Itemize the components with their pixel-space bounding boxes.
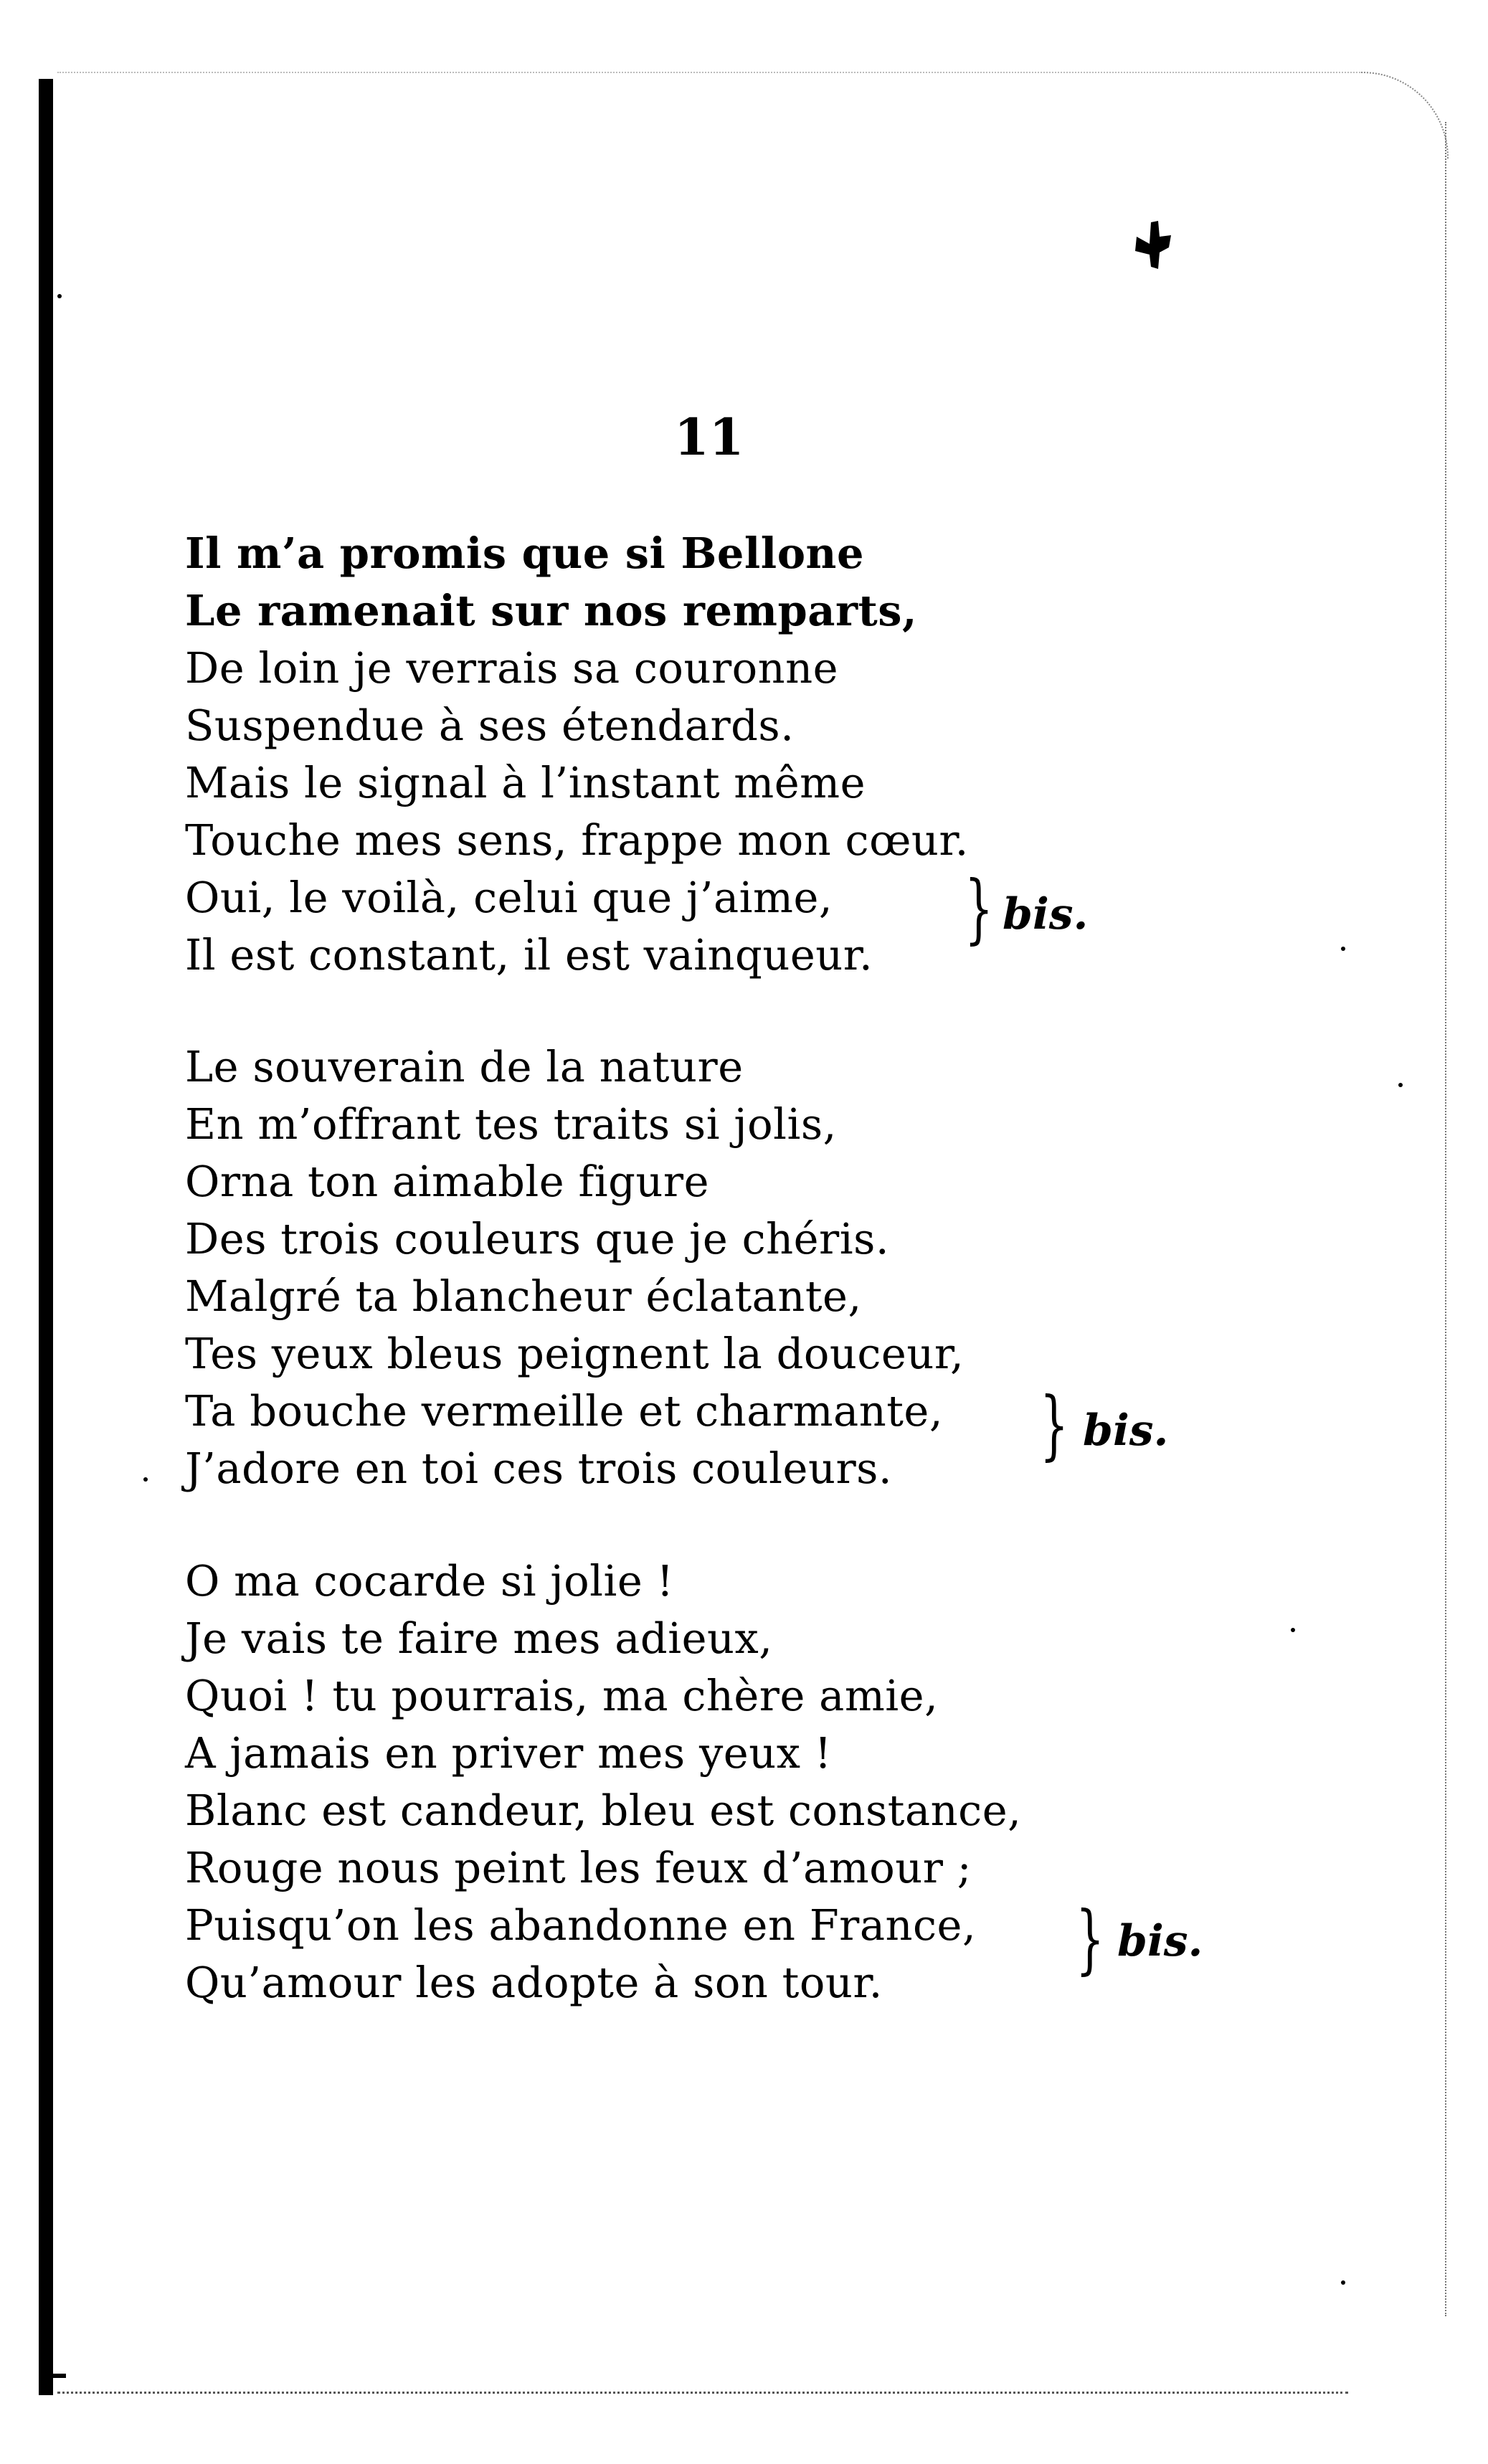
stanza-2: [185, 1038, 964, 1497]
print-speck: [1291, 1628, 1295, 1632]
verse-line: Qu’amour les adopte à son tour.: [185, 1958, 883, 2007]
ink-blot-icon: [1129, 215, 1180, 273]
verse-line: Blanc est candeur, bleu est constance,: [185, 1786, 1022, 1835]
print-speck: [1341, 947, 1345, 951]
verse-line: Il est constant, il est vainqueur.: [185, 930, 873, 980]
page-number: 11: [674, 407, 744, 467]
verse-line: Le ramenait sur nos remparts,: [185, 586, 918, 635]
verse-line: J’adore en toi ces trois couleurs.: [185, 1444, 893, 1493]
refrain-marker: bis.: [1003, 889, 1089, 939]
verse-line: Ta bouche vermeille et charmante,: [185, 1386, 944, 1436]
verse-line: A jamais en priver mes yeux !: [185, 1728, 832, 1778]
print-speck: [143, 1477, 148, 1482]
binding-edge: [39, 79, 53, 2395]
verse-line: Il m’a promis que si Bellone: [185, 529, 864, 578]
print-speck: [1398, 1083, 1403, 1087]
print-speck: [1341, 2280, 1345, 2285]
verse-line: Je vais te faire mes adieux,: [185, 1614, 773, 1663]
verse-line: Tes yeux bleus peignent la douceur,: [185, 1329, 965, 1378]
print-speck: [57, 294, 62, 298]
page-bottom-edge: [57, 2392, 1348, 2394]
verse-line: Quoi ! tu pourrais, ma chère amie,: [185, 1671, 939, 1720]
verse-line: Des trois couleurs que je chéris.: [185, 1214, 890, 1264]
refrain-brace: }: [965, 865, 994, 952]
verse-line: Malgré ta blancheur éclatante,: [185, 1271, 862, 1321]
verse-line: Orna ton aimable figure: [185, 1157, 710, 1206]
verse-line: En m’offrant tes traits si jolis,: [185, 1099, 837, 1149]
verse-line: O ma cocarde si jolie !: [185, 1556, 674, 1606]
verse-line: Oui, le voilà, celui que j’aime,: [185, 873, 833, 922]
verse-line: Puisqu’on les abandonne en France,: [185, 1900, 977, 1950]
verse-line: Rouge nous peint les feux d’amour ;: [185, 1843, 972, 1892]
refrain-brace: }: [1040, 1381, 1069, 1469]
refrain-marker: bis.: [1117, 1916, 1203, 1966]
verse-line: Mais le signal à l’instant même: [185, 758, 866, 807]
verse-line: Touche mes sens, frappe mon cœur.: [185, 815, 969, 865]
refrain-brace: }: [1076, 1895, 1105, 1983]
page-right-edge: [1444, 122, 1446, 2316]
stanza-3: [185, 1553, 1021, 2012]
page-corner-curl: [1361, 72, 1449, 159]
refrain-marker: bis.: [1083, 1406, 1169, 1456]
page-top-edge: [57, 72, 1363, 73]
verse-line: Le souverain de la nature: [185, 1042, 744, 1091]
stanza-1: [185, 525, 969, 984]
verse-line: Suspendue à ses étendards.: [185, 701, 795, 750]
verse-line: De loin je verrais sa couronne: [185, 643, 839, 693]
binding-edge-foot: [47, 2374, 66, 2378]
